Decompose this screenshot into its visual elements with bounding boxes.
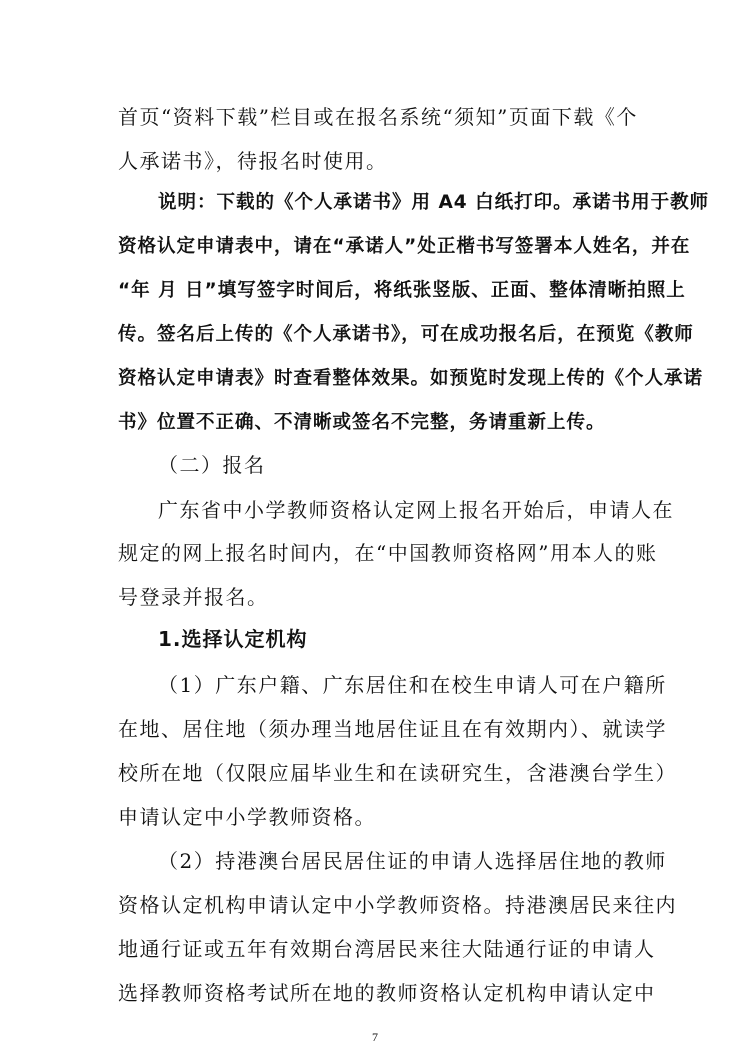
note-line: 传。签名后上传的《个人承诺书》，可在成功报名后，在预览《教师 [118, 324, 694, 345]
item-line: 校所在地（仅限应届毕业生和在读研究生，含港澳台学生） [118, 761, 677, 785]
note-line: 资格认定申请表》时查看整体效果。如预览时发现上传的《个人承诺 [118, 368, 704, 389]
item-line: 资格认定机构申请认定中小学教师资格。持港澳居民来往内 [118, 893, 677, 917]
note-line: “年 月 日”填写签字时间后，将纸张竖版、正面、整体清晰拍照上 [118, 280, 686, 301]
note-line: 说明：下载的《个人承诺书》用 A4 白纸打印。承诺书用于教师 [158, 192, 710, 213]
item-line: 在地、居住地（须办理当地居住证且在有效期内）、就读学 [118, 717, 667, 741]
page-number: 7 [372, 1030, 378, 1044]
paragraph-line: 广东省中小学教师资格认定网上报名开始后，申请人在 [158, 498, 674, 522]
subsection-heading: 1.选择认定机构 [158, 627, 308, 651]
paragraph-line: 规定的网上报名时间内，在“中国教师资格网”用本人的账 [118, 541, 658, 565]
paragraph-line: 人承诺书》，待报名时使用。 [118, 149, 388, 173]
item-line: （2）持港澳台居民居住证的申请人选择居住地的教师 [158, 849, 667, 873]
item-line: 选择教师资格考试所在地的教师资格认定机构申请认定中 [118, 981, 656, 1005]
note-line: 书》位置不正确、不清晰或签名不完整，务请重新上传。 [118, 412, 606, 433]
section-heading: （二）报名 [158, 453, 266, 477]
paragraph-line: 号登录并报名。 [118, 585, 269, 609]
item-line: （1）广东户籍、广东居住和在校生申请人可在户籍所 [158, 673, 667, 697]
paragraph-line: 首页“资料下载”栏目或在报名系统“须知”页面下载《个 [118, 105, 638, 129]
item-line: 申请认定中小学教师资格。 [118, 805, 376, 829]
note-line: 资格认定申请表中，请在“承诺人”处正楷书写签署本人姓名，并在 [118, 236, 691, 257]
item-line: 地通行证或五年有效期台湾居民来往大陆通行证的申请人 [118, 937, 656, 961]
